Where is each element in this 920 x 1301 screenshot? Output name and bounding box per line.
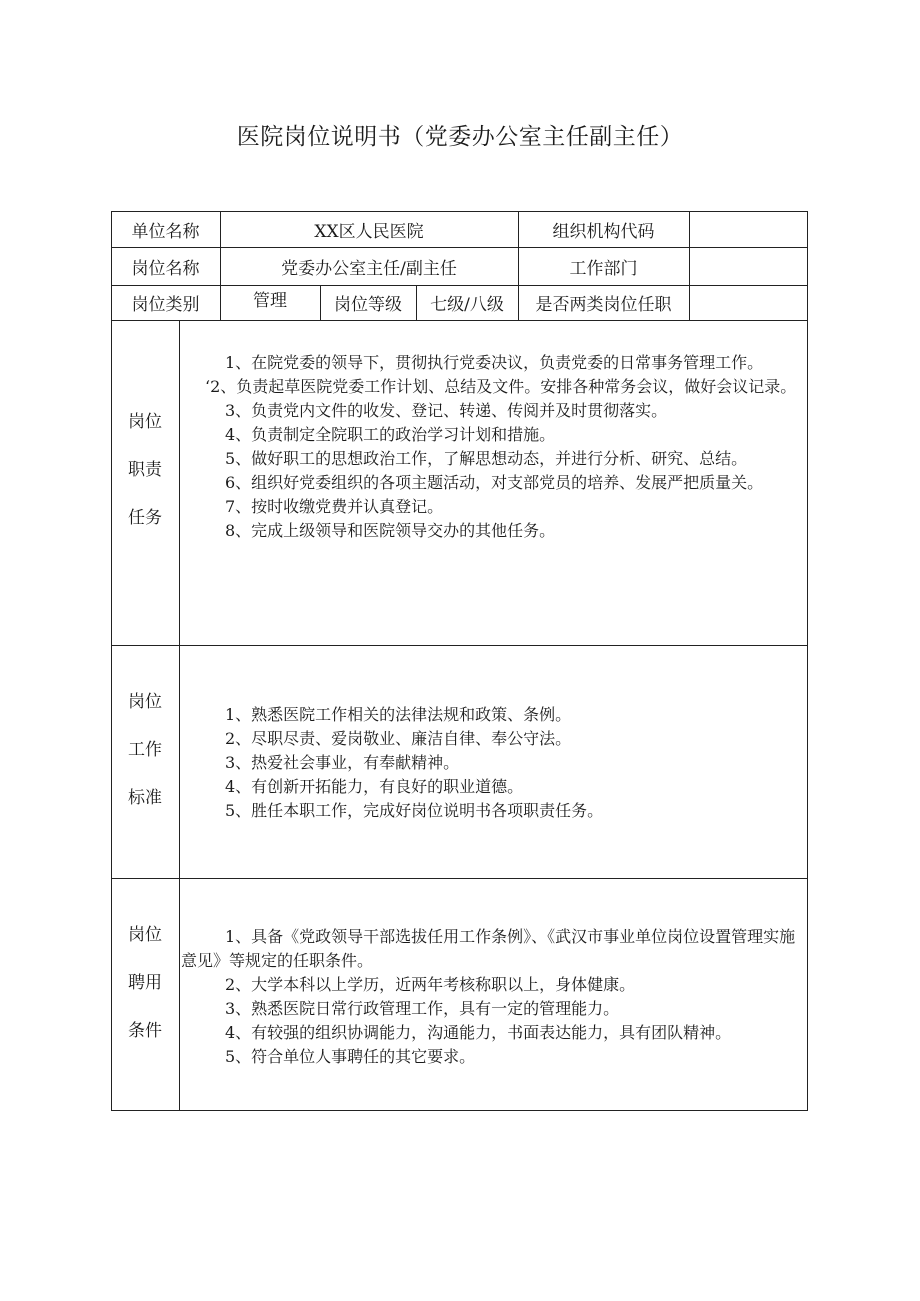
list-item: 4、有创新开拓能力，有良好的职业道德。 [225, 777, 524, 796]
page-title: 医院岗位说明书（党委办公室主任副主任） [236, 124, 684, 150]
unit-name-label: 单位名称 [131, 221, 200, 242]
list-item: 4、负责制定全院职工的政治学习计划和措施。 [225, 425, 556, 444]
row-divider [111, 320, 808, 321]
dept-label: 工作部门 [569, 258, 638, 279]
list-item: 5、符合单位人事聘任的其它要求。 [225, 1047, 476, 1066]
dual-position-value [689, 285, 808, 320]
list-item: 2、大学本科以上学历，近两年考核称职以上，身体健康。 [225, 975, 636, 994]
list-item: 1、熟悉医院工作相关的法律法规和政策、条例。 [225, 705, 572, 724]
label-line: 标准 [128, 788, 162, 808]
label-line: 任务 [128, 508, 162, 528]
duties-section-label [112, 398, 178, 542]
label-line: 工作 [128, 740, 162, 760]
list-item: 6、组织好党委组织的各项主题活动，对支部党员的培养、发展严把质量关。 [225, 473, 764, 492]
category-label: 岗位类别 [131, 295, 200, 315]
requirements-section-label [112, 911, 178, 1055]
label-line: 聘用 [128, 973, 162, 993]
dept-value [689, 247, 808, 285]
org-code-value [689, 211, 808, 247]
list-item: 4、有较强的组织协调能力，沟通能力，书面表达能力，具有团队精神。 [225, 1023, 732, 1042]
duties-list [181, 351, 811, 543]
label-line: 职责 [128, 460, 162, 480]
list-item: 3、熟悉医院日常行政管理工作，具有一定的管理能力。 [225, 999, 620, 1018]
label-line: 条件 [128, 1021, 162, 1041]
list-item: 7、按时收缴党费并认真登记。 [225, 497, 444, 516]
standards-list [181, 703, 811, 823]
category-value: 管理 [253, 290, 287, 311]
label-line: 岗位 [128, 692, 162, 712]
list-item: 3、负责党内文件的收发、登记、转递、传阅并及时贯彻落实。 [225, 401, 668, 420]
requirements-list [181, 925, 811, 1069]
grade-value: 七级/八级 [430, 295, 504, 315]
dual-position-label: 是否两类岗位任职 [535, 295, 672, 315]
position-name-value: 党委办公室主任/副主任 [281, 258, 457, 279]
row-divider [111, 878, 808, 879]
list-item: 5、做好职工的思想政治工作，了解思想动态，并进行分析、研究、总结。 [225, 449, 748, 468]
list-item: 3、热爱社会事业，有奉献精神。 [225, 753, 460, 772]
list-item: 8、完成上级领导和医院领导交办的其他任务。 [225, 521, 556, 540]
list-item: 5、胜任本职工作，完成好岗位说明书各项职责任务。 [225, 801, 604, 820]
standards-section-label [112, 678, 178, 822]
list-item: ‘2、负责起草医院党委工作计划、总结及文件。安排各种常务会议，做好会议记录。 [205, 377, 797, 396]
row-divider [111, 645, 808, 646]
org-code-label: 组织机构代码 [552, 221, 655, 242]
column-divider [179, 320, 180, 1111]
label-line: 岗位 [128, 925, 162, 945]
position-name-label: 岗位名称 [131, 258, 200, 279]
label-line: 岗位 [128, 412, 162, 432]
list-item: 2、尽职尽责、爱岗敬业、廉洁自律、奉公守法。 [225, 729, 572, 748]
list-item: 1、具备《党政领导干部选拔任用工作条例》、《武汉市事业单位岗位设置管理实施意见》等规定的任职条件。 [181, 927, 796, 970]
unit-name-value: XX区人民医院 [314, 221, 424, 242]
list-item: 1、在院党委的领导下，贯彻执行党委决议，负责党委的日常事务管理工作。 [225, 353, 764, 372]
grade-label: 岗位等级 [334, 295, 402, 315]
